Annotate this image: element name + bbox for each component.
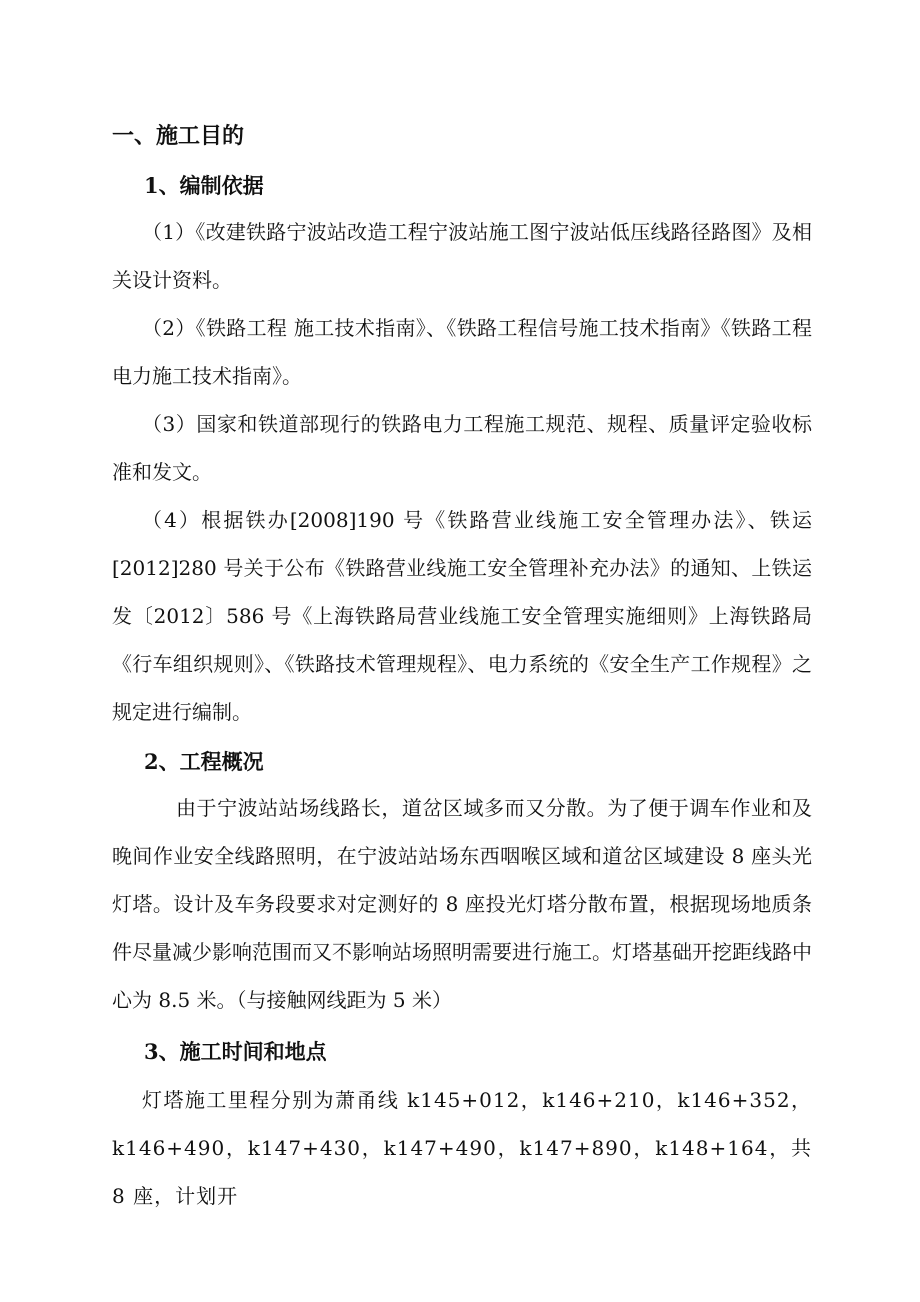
basis-item-1: （1）《改建铁路宁波站改造工程宁波站施工图宁波站低压线路径路图》及相关设计资料。 — [112, 220, 812, 292]
basis-item-4: （4）根据铁办[2008]190 号《铁路营业线施工安全管理办法》、铁运[2012]280 号关于公布《铁路营业线施工安全管理补充办法》的通知、上铁运发〔2012〕586 号《上海铁路局营业线施工安全管理实施细则》上海铁路局《行车组织规则》、《铁路技术管理规程》、电力系统的《安全生产工作规程》之规定进行编制。 — [112, 508, 812, 724]
heading-project-overview: 2、工程概况 — [144, 749, 264, 774]
basis-item-2: （2）《铁路工程 施工技术指南》、《铁路工程信号施工技术指南》《铁路工程电力施工技术指南》。 — [112, 316, 812, 388]
time-location-text: 灯塔施工里程分别为萧甬线 k145+012，k146+210，k146+352，k146+490，k147+430，k147+490，k147+890，k148+164，共 8 座，计划开 — [112, 1088, 812, 1208]
basis-item-3: （3）国家和铁道部现行的铁路电力工程施工规范、规程、质量评定验收标准和发文。 — [112, 412, 812, 484]
heading-construction-purpose: 一、施工目的 — [112, 123, 245, 149]
project-overview-text: 由于宁波站站场线路长，道岔区域多而又分散。为了便于调车作业和及晚间作业安全线路照明，在宁波站站场东西咽喉区域和道岔区域建设 8 座头光灯塔。设计及车务段要求对定测好的 8 座投光灯塔分散布置，根据现场地质条件尽量减少影响范围而又不影响站场照明需要进行施工。灯塔基础开挖距线路中心为 8.5 米。（与接触网线距为 5 米） — [112, 796, 812, 1012]
heading-time-and-location: 3、施工时间和地点 — [144, 1039, 327, 1064]
heading-compilation-basis: 1、编制依据 — [144, 173, 264, 198]
